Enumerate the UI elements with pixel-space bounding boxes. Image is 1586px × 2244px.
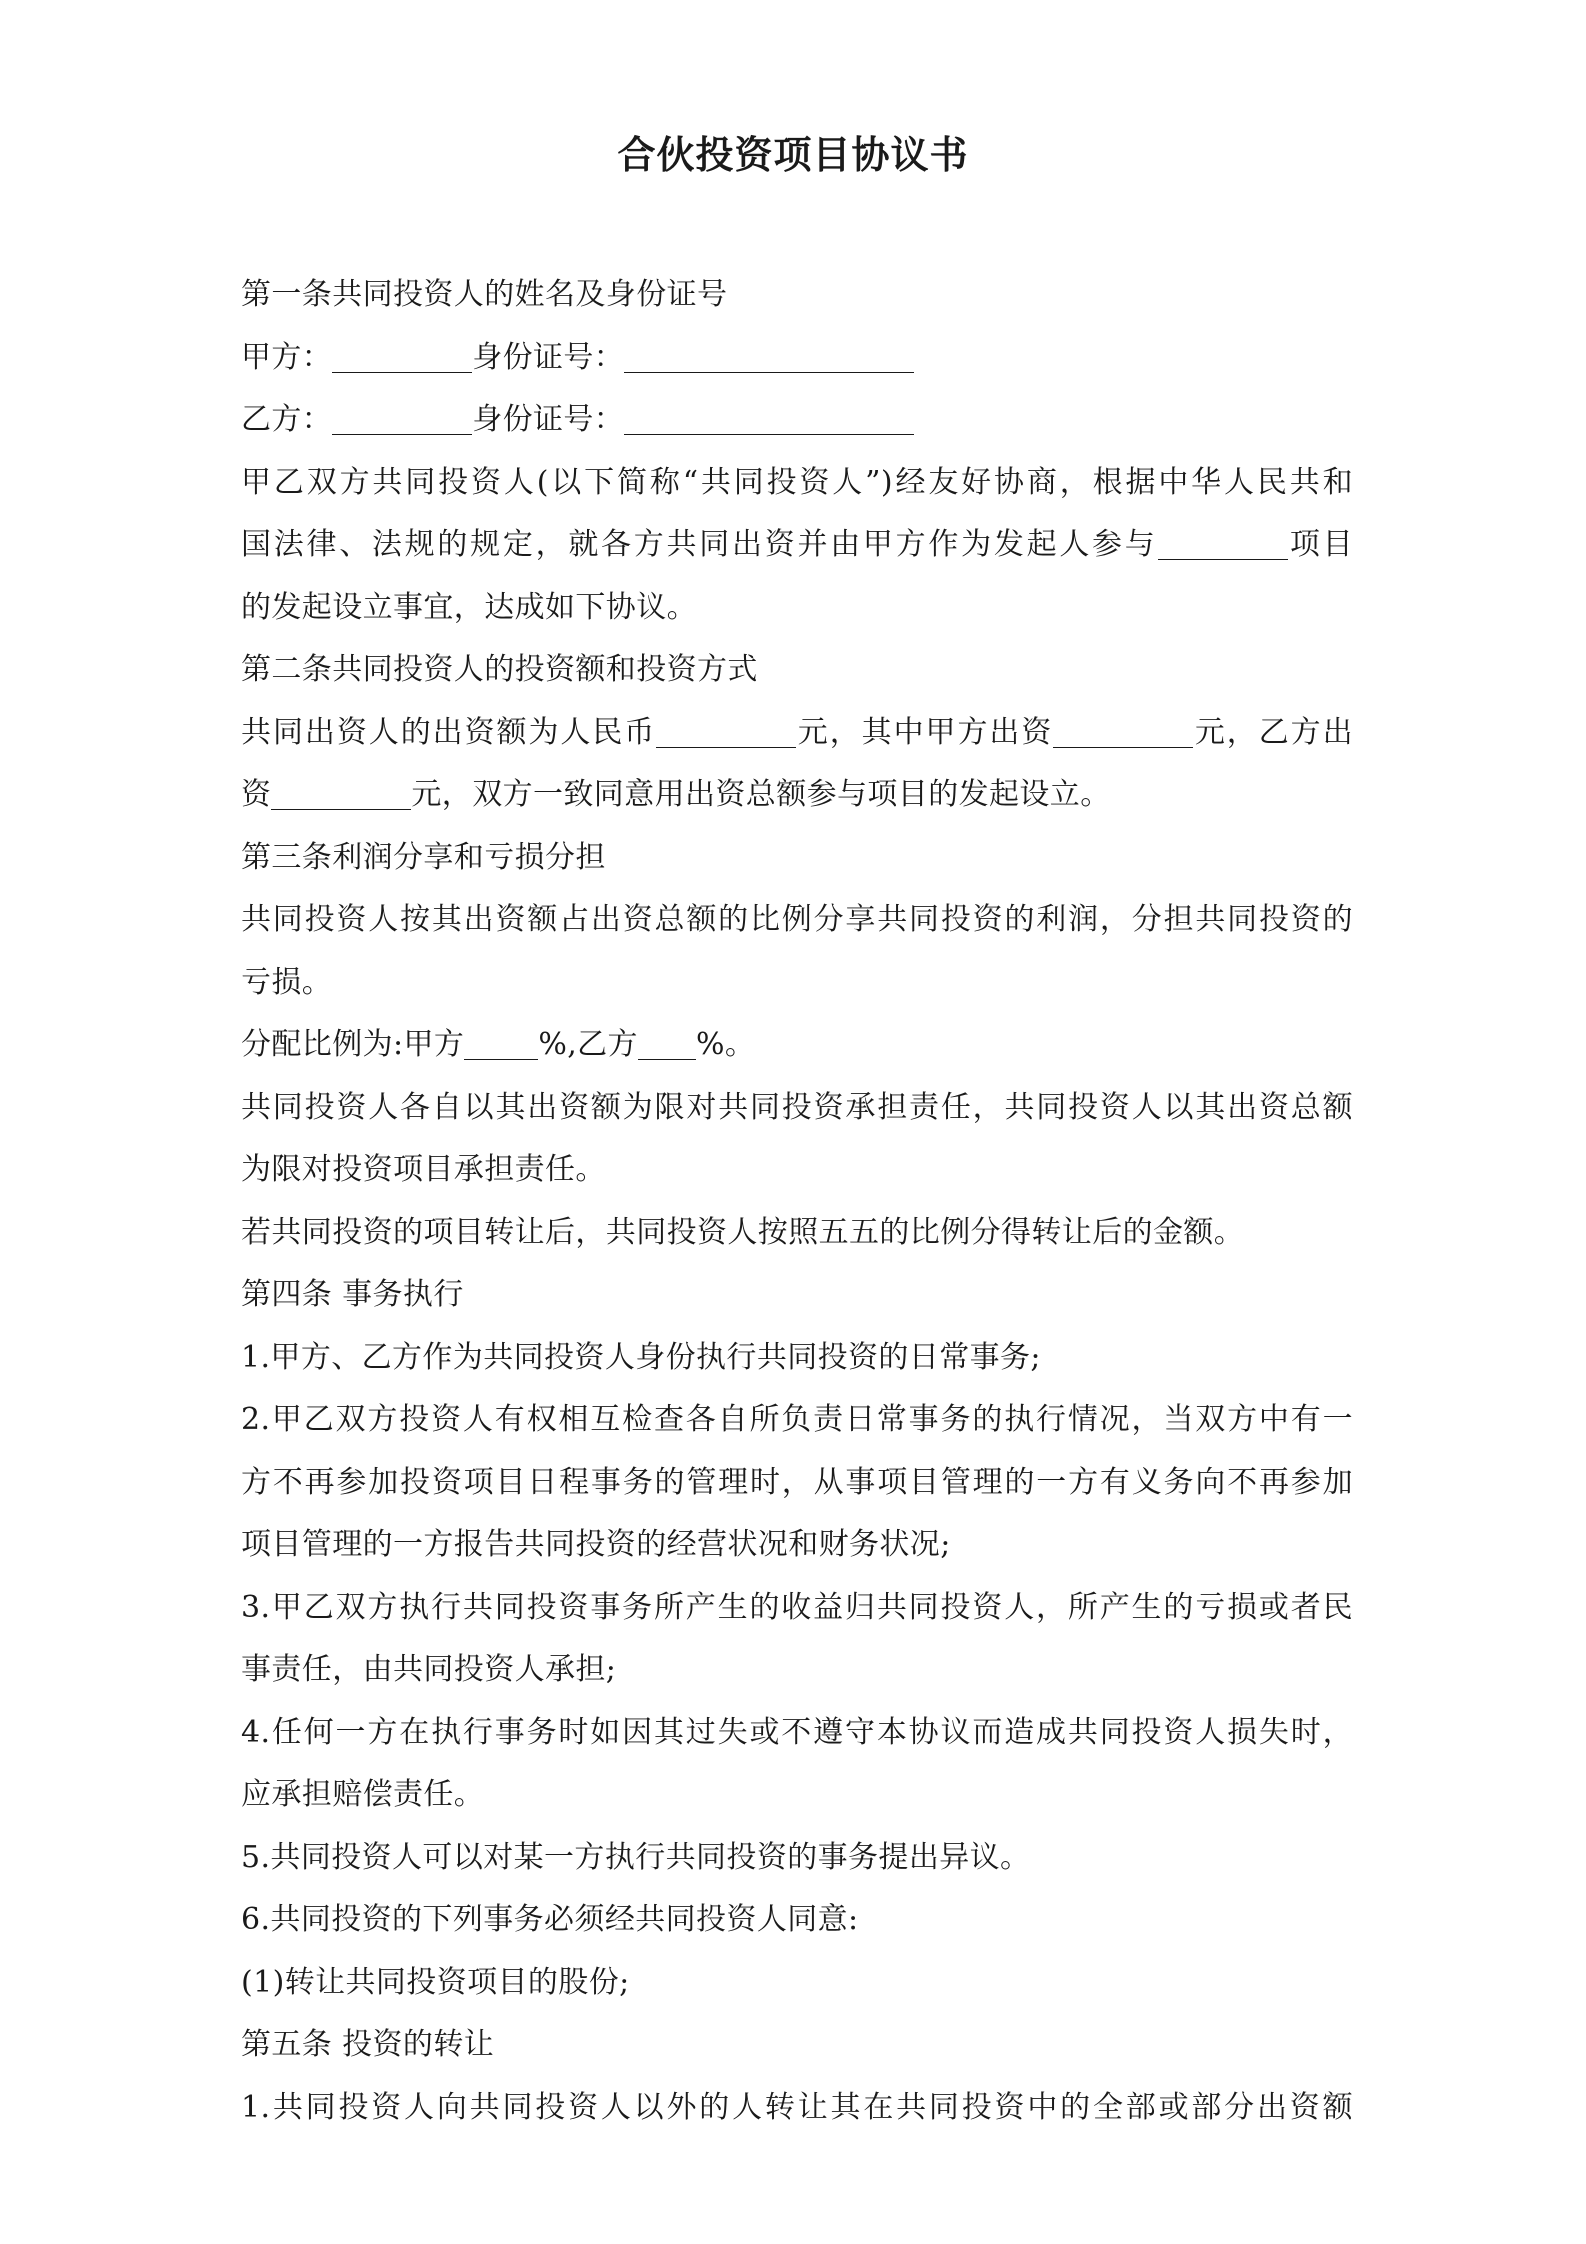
ratio-line bbox=[241, 1014, 1353, 1077]
party-b-id-label: 身份证号： bbox=[472, 402, 625, 437]
article-4-item-4-line-2: 应承担赔偿责任。 bbox=[241, 1777, 485, 1812]
investment-text: 元，乙方出 bbox=[1193, 714, 1354, 750]
article-4-item-3-line-1: 3.甲乙双方执行共同投资事务所产生的收益归共同投资人，所产生的亏损或者民 bbox=[241, 1589, 1353, 1625]
article-4-item-2-line-1: 2.甲乙双方投资人有权相互检查各自所负责日常事务的执行情况，当双方中有一 bbox=[241, 1402, 1353, 1437]
article-4-item-4-line-1: 4.任何一方在执行事务时如因其过失或不遵守本协议而造成共同投资人损失时， bbox=[241, 1714, 1353, 1750]
investment-text: 共同出资人的出资额为人民币 bbox=[241, 714, 657, 750]
profit-line-2: 亏损。 bbox=[241, 964, 333, 1000]
ratio-text: 分配比例为:甲方 bbox=[241, 1027, 465, 1062]
preamble-line-3: 的发起设立事宜，达成如下协议。 bbox=[241, 589, 697, 625]
profit-line-1: 共同投资人按其出资额占出资总额的比例分享共同投资的利润，分担共同投资的 bbox=[241, 902, 1353, 937]
ratio-text: %。 bbox=[695, 1027, 756, 1062]
party-b-ratio-blank[interactable] bbox=[638, 1029, 696, 1060]
article-1-heading: 第一条共同投资人的姓名及身份证号 bbox=[241, 277, 728, 312]
article-3-heading: 第三条利润分享和亏损分担 bbox=[241, 839, 606, 875]
party-a-name-blank[interactable] bbox=[332, 342, 472, 373]
article-4-item-1: 1.甲方、乙方作为共同投资人身份执行共同投资的日常事务; bbox=[241, 1339, 1041, 1375]
investment-line-1 bbox=[241, 702, 1353, 765]
party-b-name-blank[interactable] bbox=[332, 404, 472, 435]
party-b-amount-blank[interactable] bbox=[271, 779, 411, 810]
article-4-item-6: 6.共同投资的下列事务必须经共同投资人同意: bbox=[241, 1902, 859, 1937]
document-title: 合伙投资项目协议书 bbox=[617, 132, 969, 177]
liability-line-2: 为限对投资项目承担责任。 bbox=[241, 1152, 606, 1187]
preamble-text-end: 项目 bbox=[1287, 527, 1353, 562]
transfer-split-line: 若共同投资的项目转让后，共同投资人按照五五的比例分得转让后的金额。 bbox=[241, 1214, 1245, 1250]
total-amount-blank[interactable] bbox=[656, 717, 796, 748]
article-4-item-6-sub-1: (1)转让共同投资项目的股份; bbox=[241, 1964, 630, 2000]
article-4-item-3-line-2: 事责任，由共同投资人承担; bbox=[241, 1652, 617, 1687]
party-a-line bbox=[241, 327, 1353, 390]
preamble-line-1: 甲乙双方共同投资人(以下简称“共同投资人”)经友好协商，根据中华人民共和 bbox=[241, 464, 1353, 500]
party-a-id-label: 身份证号： bbox=[472, 339, 625, 375]
article-4-item-2-line-2: 方不再参加投资项目日程事务的管理时，从事项目管理的一方有义务向不再参加 bbox=[241, 1464, 1353, 1500]
party-a-id-blank[interactable] bbox=[624, 342, 914, 373]
party-a-ratio-blank[interactable] bbox=[464, 1029, 538, 1060]
investment-text: 元，其中甲方出资 bbox=[796, 714, 1054, 750]
liability-line-1: 共同投资人各自以其出资额为限对共同投资承担责任，共同投资人以其出资总额 bbox=[241, 1089, 1353, 1125]
party-b-line bbox=[241, 389, 1353, 452]
article-4-heading: 第四条 事务执行 bbox=[241, 1277, 464, 1312]
investment-text: 资 bbox=[241, 777, 272, 812]
project-name-blank[interactable] bbox=[1158, 529, 1288, 560]
party-a-amount-blank[interactable] bbox=[1053, 717, 1193, 748]
article-2-heading: 第二条共同投资人的投资额和投资方式 bbox=[241, 652, 758, 687]
party-b-id-blank[interactable] bbox=[624, 404, 914, 435]
article-4-item-5: 5.共同投资人可以对某一方执行共同投资的事务提出异议。 bbox=[241, 1839, 1031, 1875]
preamble-text: 国法律、法规的规定，就各方共同出资并由甲方作为发起人参与 bbox=[241, 527, 1158, 562]
article-4-item-2-line-3: 项目管理的一方报告共同投资的经营状况和财务状况; bbox=[241, 1527, 951, 1562]
article-5-heading: 第五条 投资的转让 bbox=[241, 2027, 495, 2062]
investment-text: 元，双方一致同意用出资总额参与项目的发起设立。 bbox=[411, 777, 1111, 812]
document-body bbox=[241, 264, 1353, 2139]
party-a-label: 甲方： bbox=[241, 339, 333, 375]
investment-line-2 bbox=[241, 764, 1353, 827]
preamble-line-2 bbox=[241, 514, 1353, 577]
article-5-item-1-line-1: 1.共同投资人向共同投资人以外的人转让其在共同投资中的全部或部分出资额 bbox=[241, 2089, 1353, 2125]
party-b-label: 乙方： bbox=[241, 402, 333, 437]
ratio-text: %,乙方 bbox=[538, 1027, 638, 1062]
